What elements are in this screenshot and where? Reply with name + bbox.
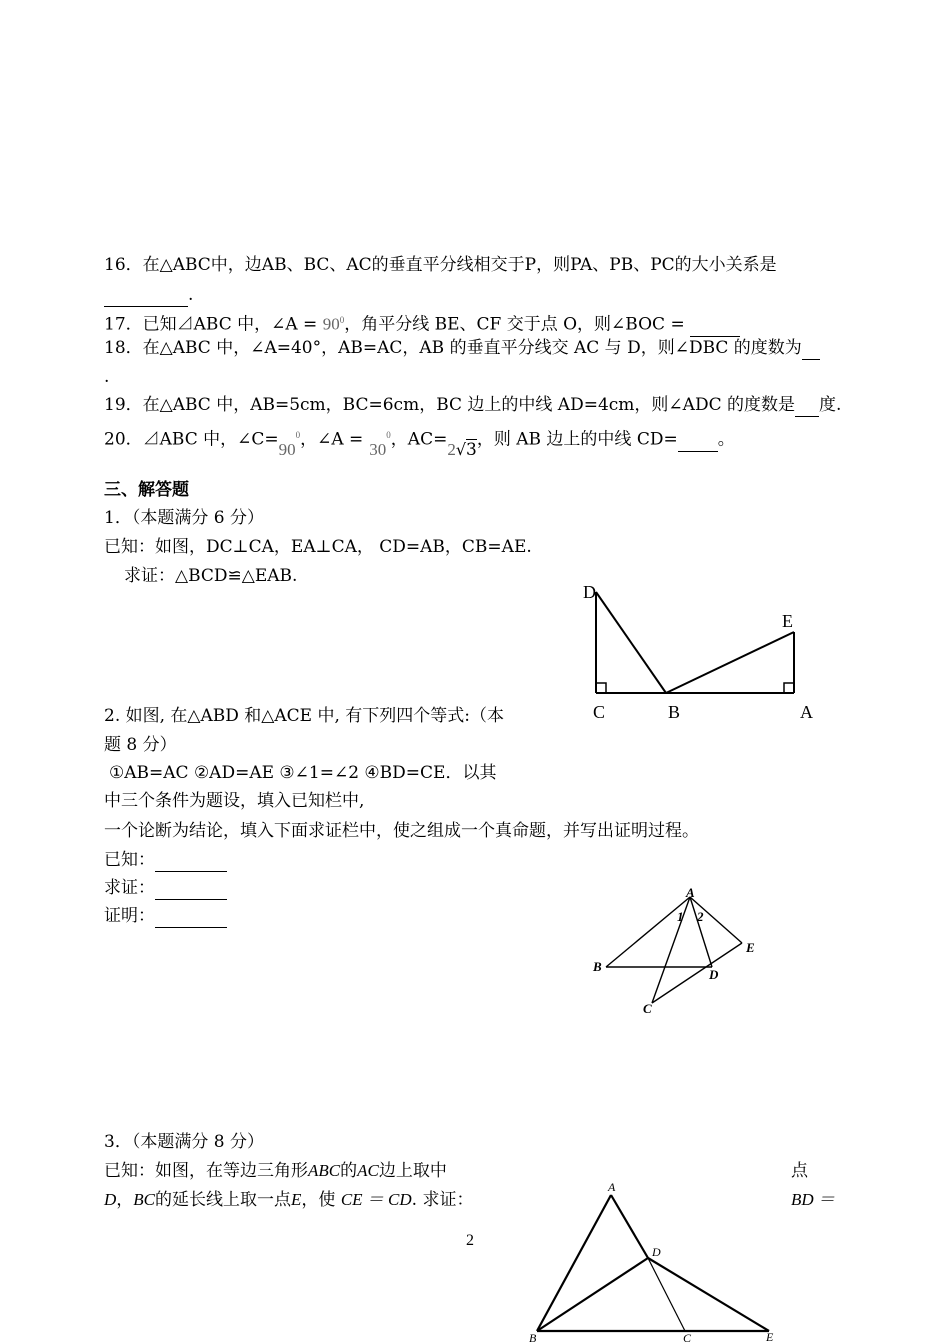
q16-text: 16．在△ABC中，边AB、BC、AC的垂直平分线相交于P，则PA、PB、PC的大小关系是 xyxy=(104,255,777,275)
q20-blank[interactable] xyxy=(678,429,718,452)
problem-2-line1: 2. 如图, 在△ABD 和△ACE 中, 有下列四个等式:（本 xyxy=(104,706,505,726)
problem-3-line1-end: 点 xyxy=(791,1161,808,1181)
prove-blank[interactable] xyxy=(155,877,227,900)
problem-2-given-row: 已知： xyxy=(104,849,227,872)
problem-3-line1: 已知：如图，在等边三角形ABC的AC边上取中 xyxy=(104,1161,447,1181)
problem-2-proof-row: 证明： xyxy=(104,905,227,928)
segment-ab xyxy=(537,1195,611,1331)
page-number: 2 xyxy=(466,1232,474,1249)
label-d: D xyxy=(652,1245,661,1259)
given-blank[interactable] xyxy=(155,849,227,872)
problem-2-prove-row: 求证： xyxy=(104,877,227,900)
q16-blank[interactable] xyxy=(104,284,188,307)
problem-3-title: 3．（本题满分 8 分） xyxy=(104,1132,264,1152)
question-17: 17．已知⊿ABC 中，∠A = $90^0$，角平分线 BE、CF 交于点 O，则∠BOC = xyxy=(104,309,740,337)
question-18: 18．在△ABC 中，∠A=40°，AB=AC，AB 的垂直平分线交 AC 与 D，则∠DBC 的度数为 xyxy=(104,337,820,360)
problem-2-line5: 一个论断为结论，填入下面求证栏中，使之组成一个真命题，并写出证明过程。 xyxy=(104,821,699,841)
label-angle-1: 1 xyxy=(677,909,684,924)
figure-2 xyxy=(590,885,770,1025)
figure-1 xyxy=(575,580,835,730)
segment-ce xyxy=(652,943,742,1003)
q19-blank[interactable] xyxy=(795,394,819,417)
question-18-end: . xyxy=(104,367,110,387)
label-b: B xyxy=(529,1331,537,1343)
question-19: 19．在△ABC 中，AB=5cm，BC=6cm，BC 边上的中线 AD=4cm，则∠ADC 的度数是 度. xyxy=(104,395,842,415)
section-heading: 三、解答题 xyxy=(104,480,189,500)
question-16-answer-line: . xyxy=(104,284,193,307)
problem-3-line2: D，BC的延长线上取一点E，使 CE ＝ CD. 求证： xyxy=(104,1190,474,1210)
segment-db xyxy=(596,592,666,693)
label-c: C xyxy=(683,1331,692,1343)
right-angle-a-icon xyxy=(784,683,794,693)
label-e: E xyxy=(782,611,793,631)
problem-2-conditions: ①AB=AC ②AD=AE ③∠1=∠2 ④BD=CE．以其 xyxy=(109,763,497,783)
problem-1-title: 1．（本题满分 6 分） xyxy=(104,508,264,528)
label-b: B xyxy=(668,702,681,722)
question-20: 20．⊿ABC 中，$\angle C=90^0$，∠A = $30^0$，AC=2√3，则 AB 边上的中线 CD= 。 xyxy=(104,429,735,460)
problem-1-prove: 求证：△BCD≌△EAB. xyxy=(124,566,298,586)
figure-3 xyxy=(525,1178,785,1343)
segment-bd xyxy=(537,1258,648,1331)
problem-2-line2: 题 8 分） xyxy=(104,735,177,755)
label-a: A xyxy=(608,1180,616,1194)
question-16 xyxy=(104,254,777,276)
right-angle-c-icon xyxy=(596,683,606,693)
label-d: D xyxy=(583,582,596,602)
q17-blank[interactable] xyxy=(690,314,740,337)
label-b: B xyxy=(593,959,602,974)
label-e: E xyxy=(766,1330,774,1343)
problem-2-line4: 中三个条件为题设，填入已知栏中, xyxy=(104,791,365,811)
proof-blank[interactable] xyxy=(155,905,227,928)
sqrt-icon: √ xyxy=(455,439,467,459)
label-angle-2: 2 xyxy=(697,909,704,924)
sqrt-expression: 2√3 xyxy=(447,439,477,460)
segment-be xyxy=(666,632,794,693)
label-d: D xyxy=(709,967,719,982)
q18-blank[interactable] xyxy=(802,337,820,360)
label-c: C xyxy=(643,1001,652,1016)
label-a: A xyxy=(686,885,695,900)
segment-ad xyxy=(611,1195,648,1258)
problem-1-given: 已知：如图，DC⊥CA，EA⊥CA， CD=AB，CB=AE. xyxy=(104,537,532,557)
label-a: A xyxy=(800,702,813,722)
label-c: C xyxy=(593,702,606,722)
problem-3-line2-end: BD ＝ xyxy=(791,1190,835,1209)
label-e: E xyxy=(746,940,755,955)
